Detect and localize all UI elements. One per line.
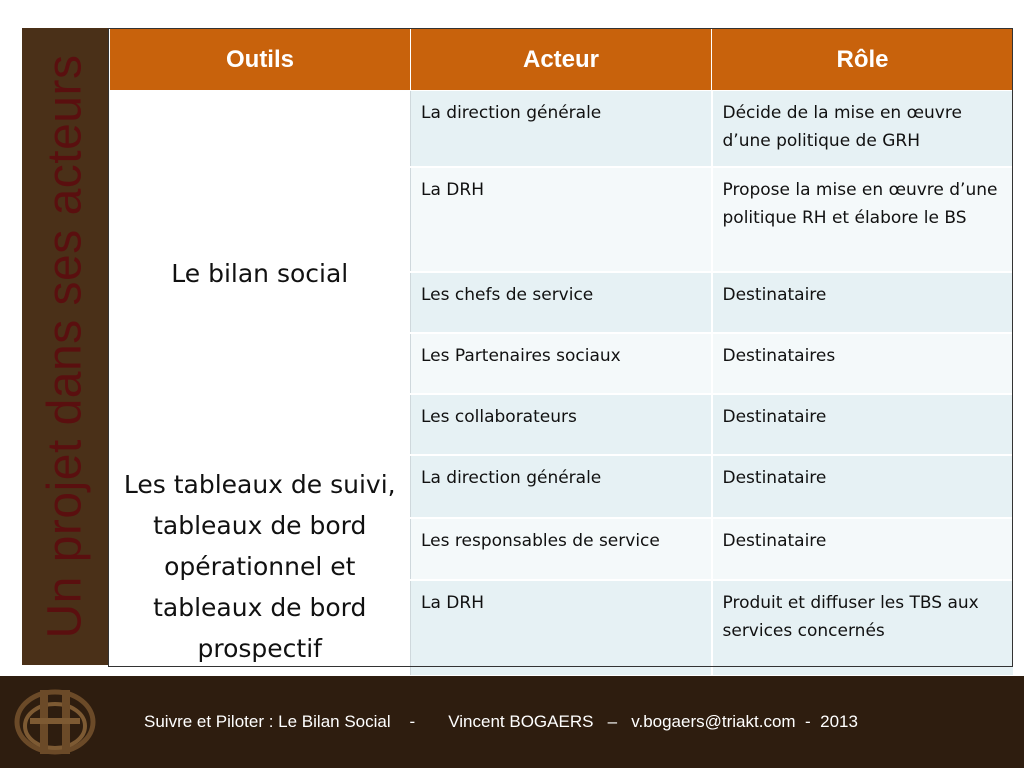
role-cell: Destinataire [712,272,1014,333]
role-cell: Destinataires [712,333,1014,394]
acteur-cell: La DRH [411,580,712,675]
acteur-cell: La direction générale [411,455,712,518]
triakt-logo-icon [10,682,100,762]
table-row [110,91,1014,167]
table-row [110,455,1014,518]
acteur-cell: Les responsables de service [411,518,712,580]
role-cell: Produit et diffuser les TBS aux services concernés [712,580,1014,675]
acteur-cell: La direction générale [411,91,712,167]
tools-table [109,28,1015,677]
role-cell: Destinataire [712,394,1014,455]
acteur-cell: Les collaborateurs [411,394,712,455]
role-cell: Propose la mise en œuvre d’une politique RH et élabore le BS [712,167,1014,272]
slide-title-vertical [22,28,108,665]
table-header-row [110,29,1014,91]
header-role: Rôle [712,29,1014,91]
role-cell: Décide de la mise en œuvre d’une politique de GRH [712,91,1014,167]
header-acteur: Acteur [411,29,712,91]
header-outils: Outils [110,29,411,91]
slide-title-text: Un projet dans ses acteurs [38,54,92,639]
role-cell: Destinataire [712,518,1014,580]
tool-cell-tableaux-de-bord: Les tableaux de suivi, tableaux de bord opérationnel et tableaux de bord prospectif [110,455,411,676]
acteur-cell: La DRH [411,167,712,272]
tool-cell-bilan-social: Le bilan social [110,91,411,455]
acteur-cell: Les chefs de service [411,272,712,333]
footer-text: Suivre et Piloter : Le Bilan Social - Vincent BOGAERS – v.bogaers@triakt.com - 2013 [144,712,858,731]
role-cell: Destinataire [712,455,1014,518]
acteur-cell: Les Partenaires sociaux [411,333,712,394]
